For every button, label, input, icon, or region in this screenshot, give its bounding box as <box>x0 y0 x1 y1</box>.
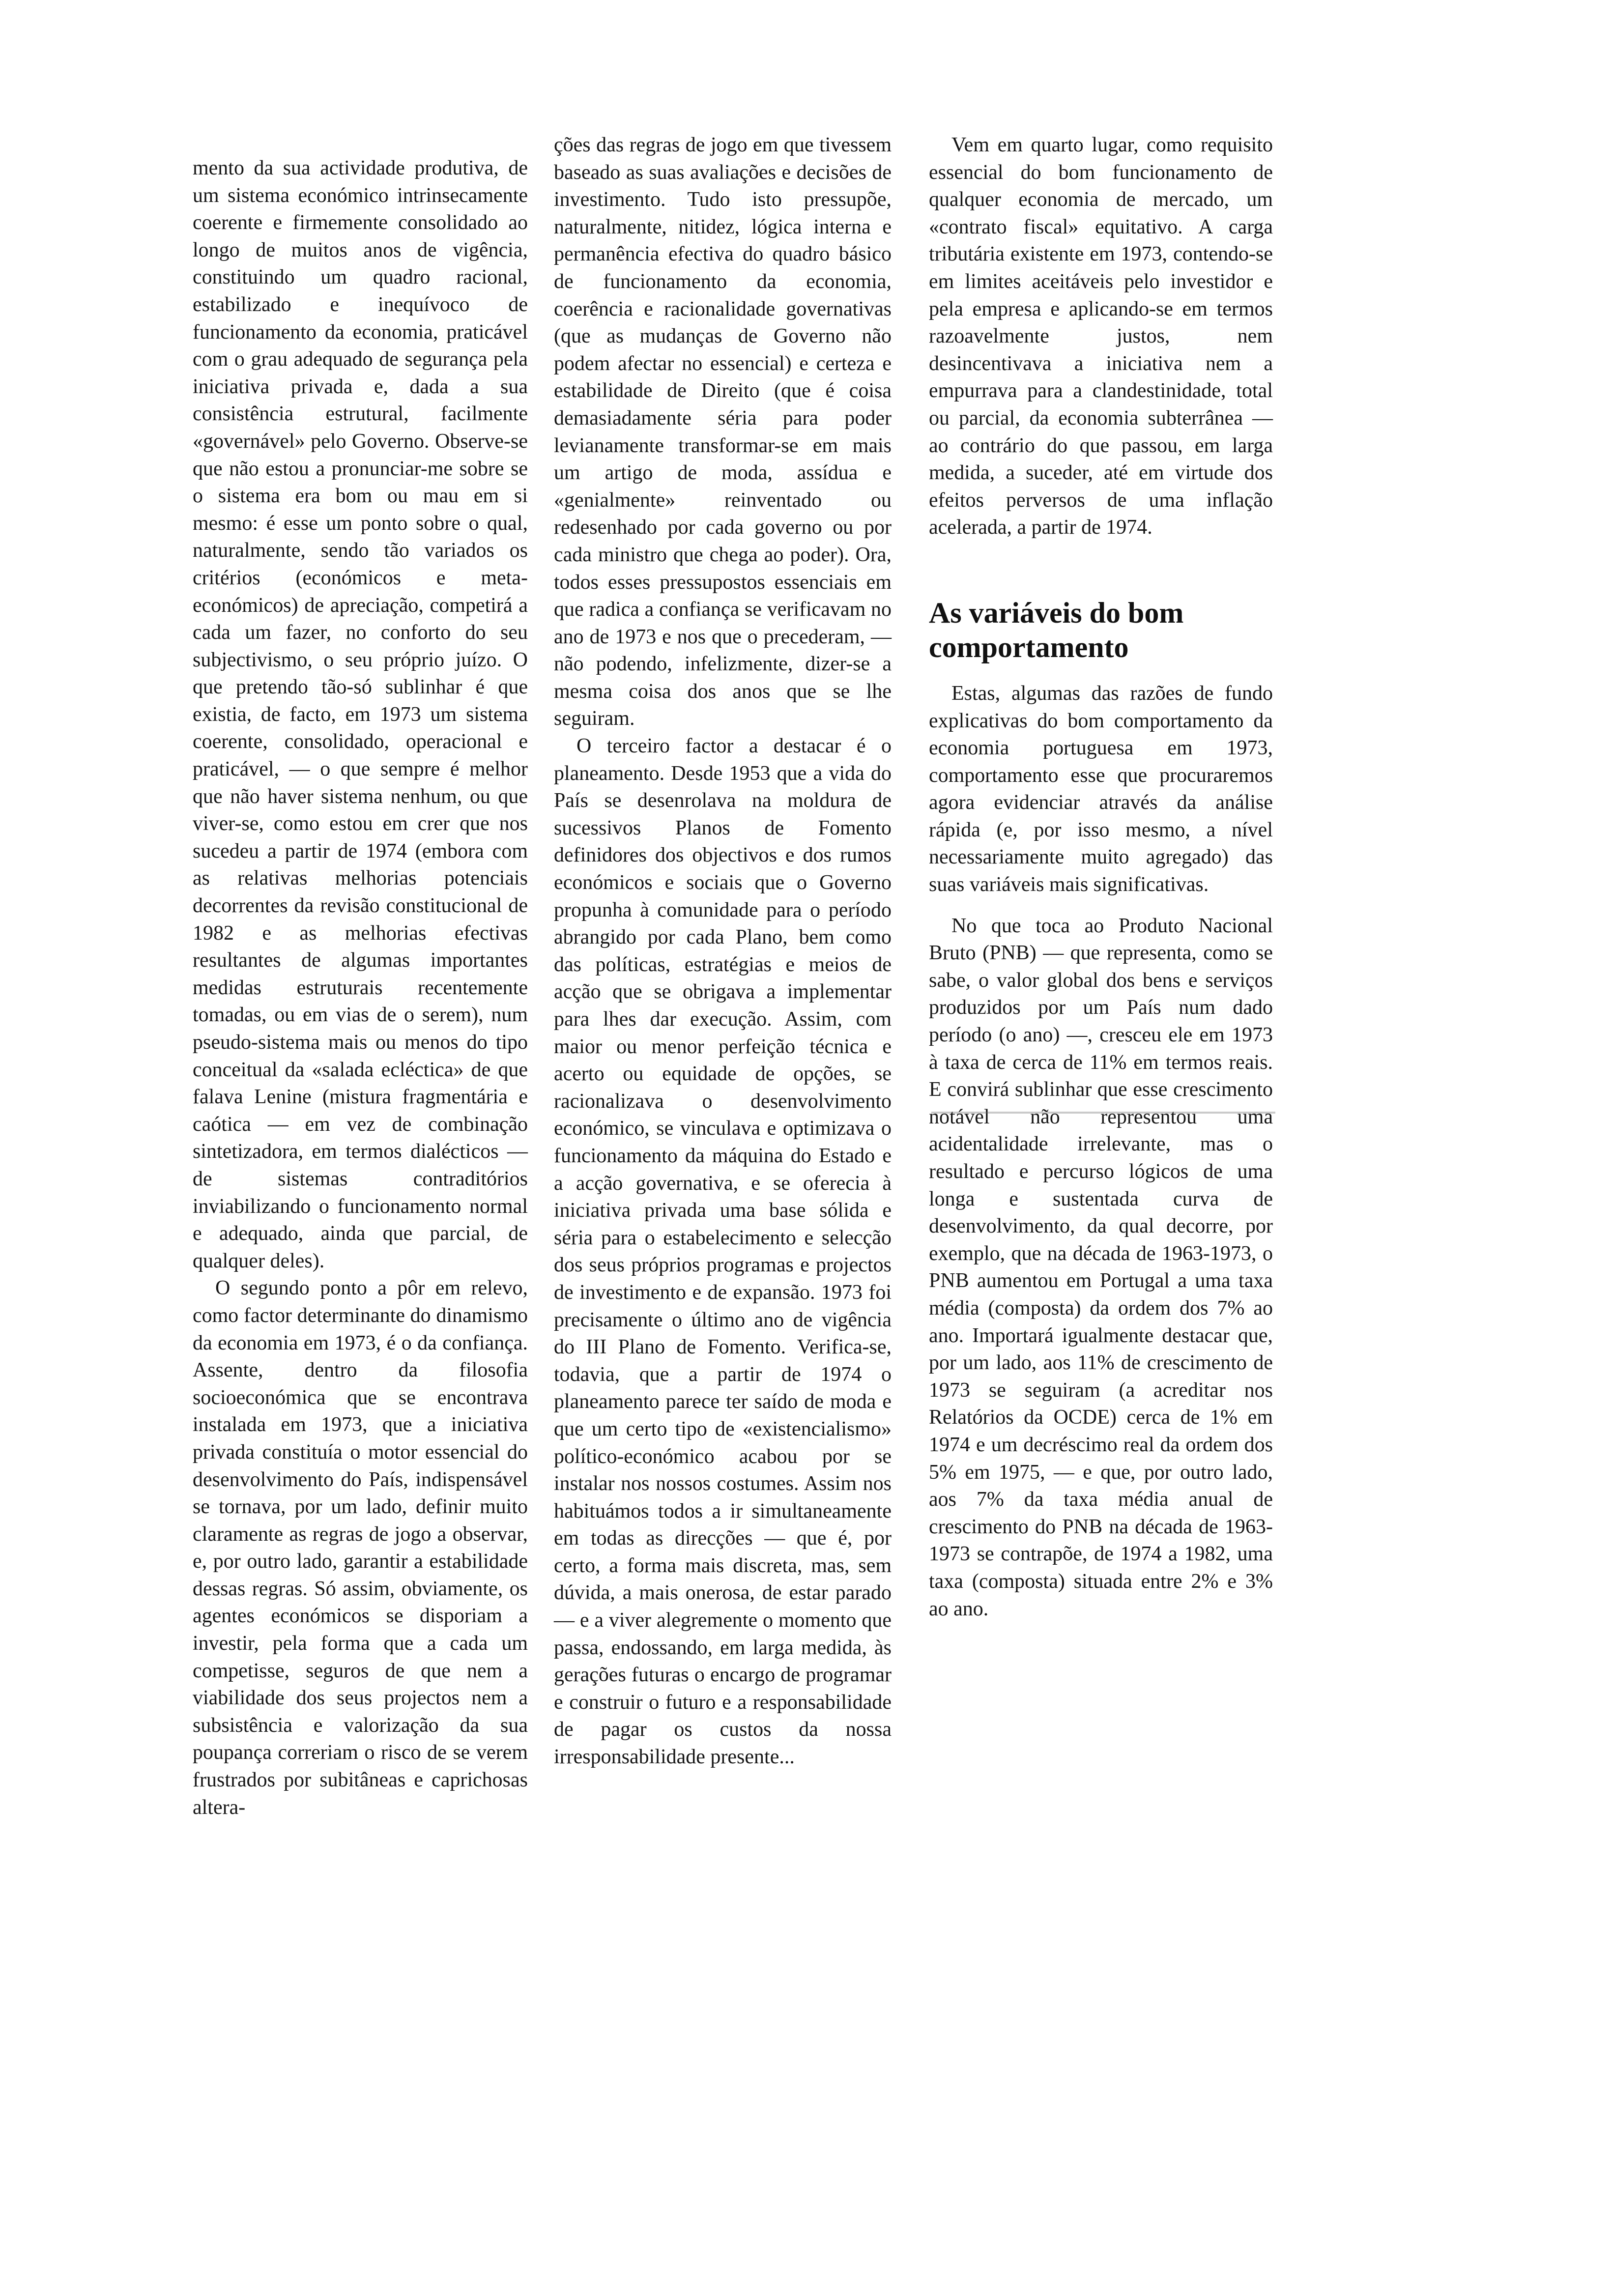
column-3-paragraph-2: Estas, algumas das razões de fundo explicativas do bom comportamento da economia portuguesa em 1973, comportamento esse que procuraremos agora evidenciar através da análise rápida (e, por isso mesmo, a nível necessariamente muito agregado) das suas variáveis mais significativas. <box>929 682 1273 896</box>
column-3-paragraph-3: No que toca ao Produto Nacional Bruto (PNB) — que representa, como se sabe, o valor global dos bens e serviços produzidos por um País num dado período (o ano) —, cresceu ele em 1973 à taxa de cerca de 11% em termos reais. E convirá sublinhar que esse crescimento notável não representou uma acidentalidade irrelevante, mas o resultado e percurso lógicos de uma longa e sustentada curva de desenvolvimento, da qual decorre, por exemplo, que na década de 1963-1973, o PNB aumentou em Portugal a uma taxa média (composta) da ordem dos 7% ao ano. Importará igualmente destacar que, por um lado, aos 11% de crescimento de 1973 se seguiram (a acreditar nos Relatórios da OCDE) cerca de 1% em 1974 e um decréscimo real da ordem dos 5% em 1975, — e que, por outro lado, aos 7% da taxa média anual de crescimento do PNB na década de 1963-1973 se contrapõe, de 1974 a 1982, uma taxa (composta) situada entre 2% e 3% ao ano. <box>929 914 1273 1620</box>
paragraph-gap <box>929 899 1273 913</box>
column-1-paragraph-1: mento da sua actividade produtiva, de um sistema económico intrinsecamente coerente e firmemente consolidado ao longo de muitos anos de vigência, constituindo um quadro racional, estabilizado e inequívoco de funcionamento da economia, praticável com o grau adequado de segurança pela iniciativa privada e, dada a sua consistência estrutural, facilmente «governável» pelo Governo. Observe-se que não estou a pronunciar-me sobre se o sistema era bom ou mau em si mesmo: é esse um ponto sobre o qual, naturalmente, sendo tão variados os critérios (económicos e meta-económicos) de apreciação, competirá a cada um fazer, no conforto do seu subjectivismo, o seu próprio juízo. O que pretendo tão-só sublinhar é que existia, de facto, em 1973 um sistema coerente, consolidado, operacional e praticável, — o que sempre é melhor que não haver sistema nenhum, ou que viver-se, como estou em crer que nos sucedeu a partir de 1974 (embora com as relativas melhorias potenciais decorrentes da revisão constitucional de 1982 e as melhorias efectivas resultantes de algumas importantes medidas estruturais recentemente tomadas, ou em vias de o serem), num pseudo-sistema mais ou menos do tipo conceitual da «salada ecléctica» de que falava Lenine (mistura fragmentária e caótica — em vez de combinação sintetizadora, em termos dialécticos — de sistemas contraditórios inviabilizando o funcionamento normal e adequado, ainda que parcial, de qualquer deles). <box>193 157 528 1272</box>
column-3-paragraph-1: Vem em quarto lugar, como requisito essencial do bom funcionamento de qualquer economia de mercado, um «contrato fiscal» equitativo. A carga tributária existente em 1973, contendo-se em limites aceitáveis pelo investidor e pela empresa e aplicando-se em termos razoavelmente justos, nem desincentivava a iniciativa nem a empurrava para a clandestinidade, total ou parcial, da economia subterrânea — ao contrário do que passou, em larga medida, a suceder, até em virtude dos efeitos perversos de uma inflação acelerada, a partir de 1974. <box>929 134 1273 539</box>
text-column-3 <box>929 132 1273 1623</box>
scan-noise-line <box>931 1112 1275 1114</box>
column-1-paragraph-2: O segundo ponto a pôr em relevo, como factor determinante do dinamismo da economia em 1973, é o da confiança. Assente, dentro da filosofia socioeconómica que se encontrava instalada em 1973, que a iniciativa privada constituía o motor essencial do desenvolvimento do País, indispensável se tornava, por um lado, definir muito claramente as regras de jogo a observar, e, por outro lado, garantir a estabilidade dessas regras. Só assim, obviamente, os agentes económicos se disporiam a investir, pela forma que a cada um competisse, seguros de que nem a viabilidade dos seus projectos nem a subsistência e valorização da sua poupança correriam o risco de se verem frustrados por subitâneas e caprichosas altera- <box>193 1277 528 1819</box>
column-2-paragraph-1: ções das regras de jogo em que tivessem baseado as suas avaliações e decisões de investimento. Tudo isto pressupõe, naturalmente, nitidez, lógica interna e permanência efectiva do quadro básico de funcionamento da economia, coerência e racionalidade governativas (que as mudanças de Governo não podem afectar no essencial) e certeza e estabilidade de Direito (que é coisa demasiadamente séria para poder levianamente transformar-se em mais um artigo de moda, assídua e «genialmente» reinventado ou redesenhado por cada governo ou por cada ministro que chega ao poder). Ora, todos esses pressupostos essenciais em que radica a confiança se verificavam no ano de 1973 e nos que o precederam, — não podendo, infelizmente, dizer-se a mesma coisa dos anos que se lhe seguiram. <box>554 134 892 730</box>
section-heading: As variáveis do bom comportamento <box>929 596 1184 663</box>
text-column-2 <box>554 132 892 1771</box>
text-column-1 <box>193 155 528 1821</box>
column-2-paragraph-2: O terceiro factor a destacar é o planeamento. Desde 1953 que a vida do País se desenrolava na moldura de sucessivos Planos de Fomento definidores dos objectivos e dos rumos económicos e sociais que o Governo propunha à comunidade para o período abrangido por cada Plano, bem como das políticas, estratégias e meios de acção que se obrigava a implementar para lhes dar execução. Assim, com maior ou menor perfeição técnica e acerto ou equidade de opções, se racionalizava o desenvolvimento económico, se vinculava e optimizava o funcionamento da máquina do Estado e a acção governativa, e se oferecia à iniciativa privada uma base sólida e séria para o estabelecimento e selecção dos seus próprios programas e projectos de investimento e de expansão. 1973 foi precisamente o último ano de vigência do III Plano de Fomento. Verifica-se, todavia, que a partir de 1974 o planeamento parece ter saído de moda e que um certo tipo de «existencialismo» político-económico acabou por se instalar nos nossos costumes. Assim nos habituámos todos a ir simultaneamente em todas as direcções — que é, por certo, a forma mais discreta, mas, sem dúvida, a mais onerosa, de estar parado — e a viver alegremente o momento que passa, endossando, em larga medida, às gerações futuras o encargo de programar e construir o futuro e a responsabilidade de pagar os custos da nossa irresponsabilidade presente... <box>554 735 892 1769</box>
